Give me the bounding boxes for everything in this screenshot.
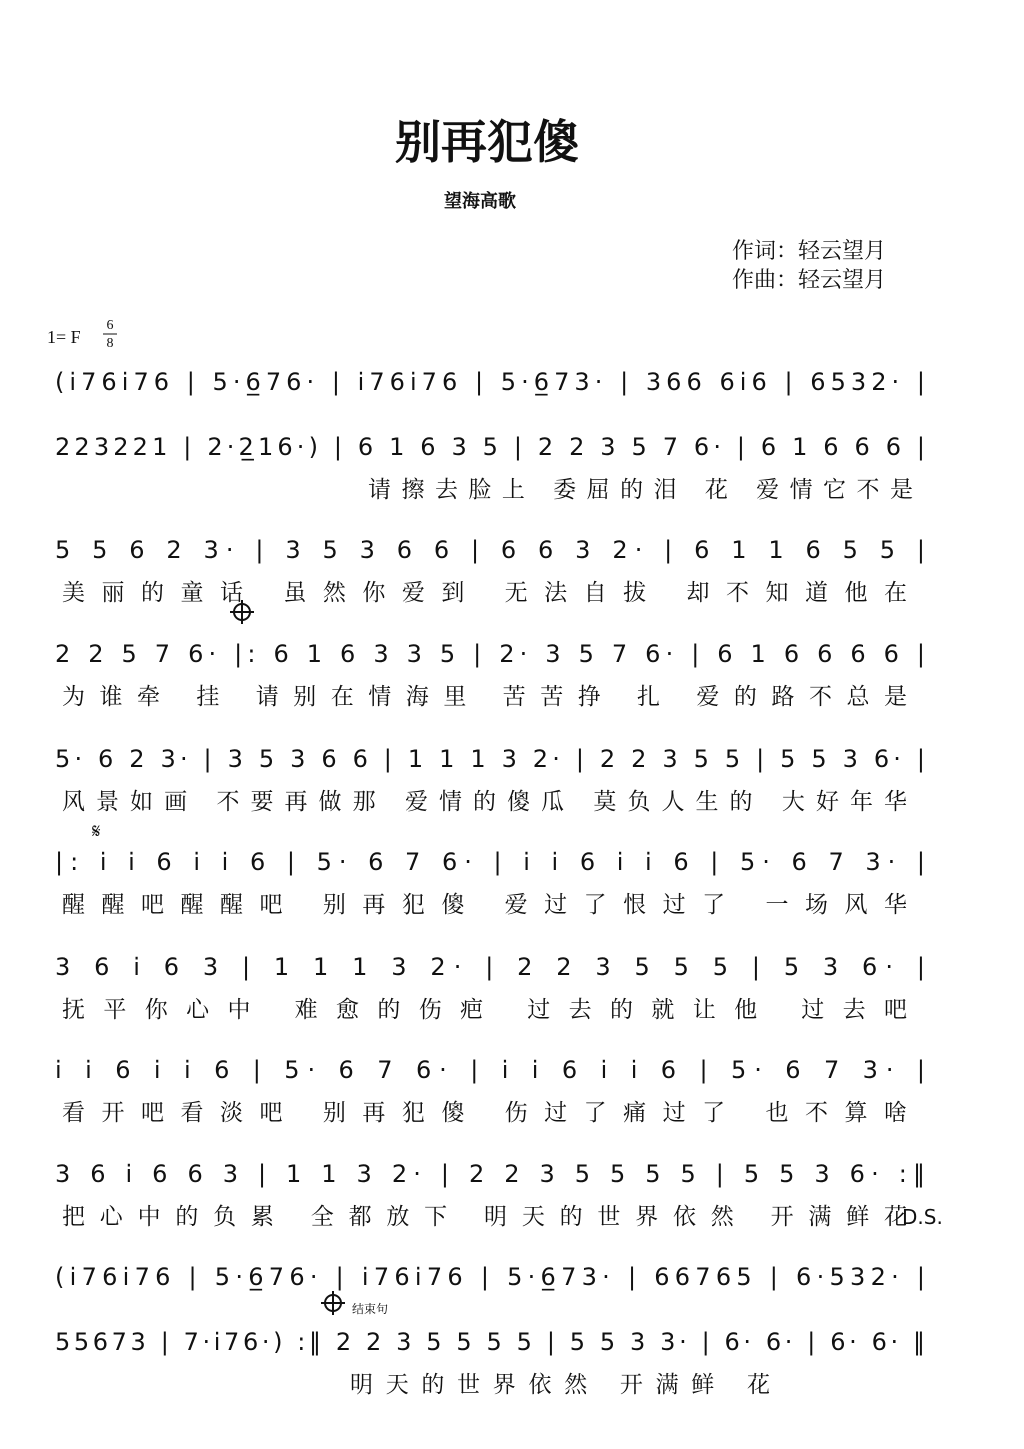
- time-signature-top: 6: [106, 318, 114, 333]
- segno-icon: 𝄋: [92, 819, 101, 843]
- notation-line: 2 2 5 7 6· |: 6 1 6 3 3 5 | 2· 3 5 7 6· | 6 1 6 6 6 6 |: [55, 640, 926, 668]
- notation-line: 5 5 6 2 3· | 3 5 3 6 6 | 6 6 3 2· | 6 1 1 6 5 5 |: [55, 536, 925, 564]
- lyrics-line: 抚平你心中 难愈的伤疤 过去的就让他 过去吧: [62, 997, 908, 1023]
- lyrics-line: 醒醒吧醒醒吧 别再犯傻 爱过了恨过了 一场风华: [62, 892, 907, 918]
- notation-line: |: i̇ i̇ 6 i̇ i̇ 6 | 5· 6 7 6· | i̇ i̇ 6 i̇ i̇ 6 | 5· 6 7 3· |: [55, 848, 925, 876]
- notation-line: (i̇76i̇76 | 5·6̲76· | i̇76i̇76 | 5·6̲73· | 66765 | 6·532· |: [55, 1263, 925, 1291]
- ending-label: 结束句: [352, 1302, 389, 1316]
- notation-line: 3 6 i̇ 6 3 | 1 1 1 3 2· | 2 2 3 5 5 5 | 5 3 6· |: [55, 953, 926, 981]
- lyrics-line: 请擦去脸上 委屈的泪 花 爱情它不是: [368, 477, 913, 503]
- lyrics-line: 为谁牵 挂 请别在情海里 苦苦挣 扎 爱的路不总是: [62, 684, 907, 710]
- coda-icon-2: [321, 1291, 345, 1315]
- lyrics-line: 把心中的负累 全都放下 明天的世界依然 开满鲜花: [62, 1204, 908, 1230]
- song-subtitle: 望海高歌: [444, 191, 516, 212]
- notation-line: (i̇76i̇76 | 5·6̲76· | i̇76i̇76 | 5·6̲73· | 366 6i̇6 | 6532· |: [55, 368, 926, 396]
- notation-line: 223221 | 2·2̲16·) | 6 1 6 3 5 | 2 2 3 5 7 6· | 6 1 6 6 6 |: [55, 433, 925, 461]
- notation-line: i̇ i̇ 6 i̇ i̇ 6 | 5· 6 7 6· | i̇ i̇ 6 i̇ i̇ 6 | 5· 6 7 3· |: [55, 1056, 926, 1084]
- notation-line: 5· 6 2 3· | 3 5 3 6 6 | 1 1 1 3 2· | 2 2 3 5 5 | 5 5 3 6· |: [55, 745, 926, 773]
- ds-mark: D.S.: [902, 1205, 943, 1229]
- key-signature: 1= F: [47, 327, 81, 347]
- song-title: 别再犯傻: [395, 115, 579, 169]
- notation-line: 3 6 i̇ 6 6 3 | 1 1 3 2· | 2 2 3 5 5 5 5 | 5 5 3 6· :‖: [55, 1160, 926, 1188]
- lyrics-line: 风景如画 不要再做那 爱情的傻瓜 莫负人生的 大好年华: [62, 789, 907, 815]
- time-signature-bottom: 8: [106, 336, 114, 351]
- lyrics-line: 看开吧看淡吧 别再犯傻 伤过了痛过了 也不算啥: [62, 1100, 907, 1126]
- lyrics-line: 明天的世界依然 开满鲜 花: [350, 1372, 770, 1398]
- notation-line: 55673 | 7·i̇76·) :‖ 2 2 3 5 5 5 5 | 5 5 3 3· | 6· 6· | 6· 6· ‖: [55, 1328, 925, 1356]
- lyricist-credit: 作词：轻云望月: [732, 239, 887, 264]
- lyrics-line: 美丽的童话 虽然你爱到 无法自拔 却不知道他在: [62, 580, 907, 606]
- composer-credit: 作曲：轻云望月: [732, 268, 887, 293]
